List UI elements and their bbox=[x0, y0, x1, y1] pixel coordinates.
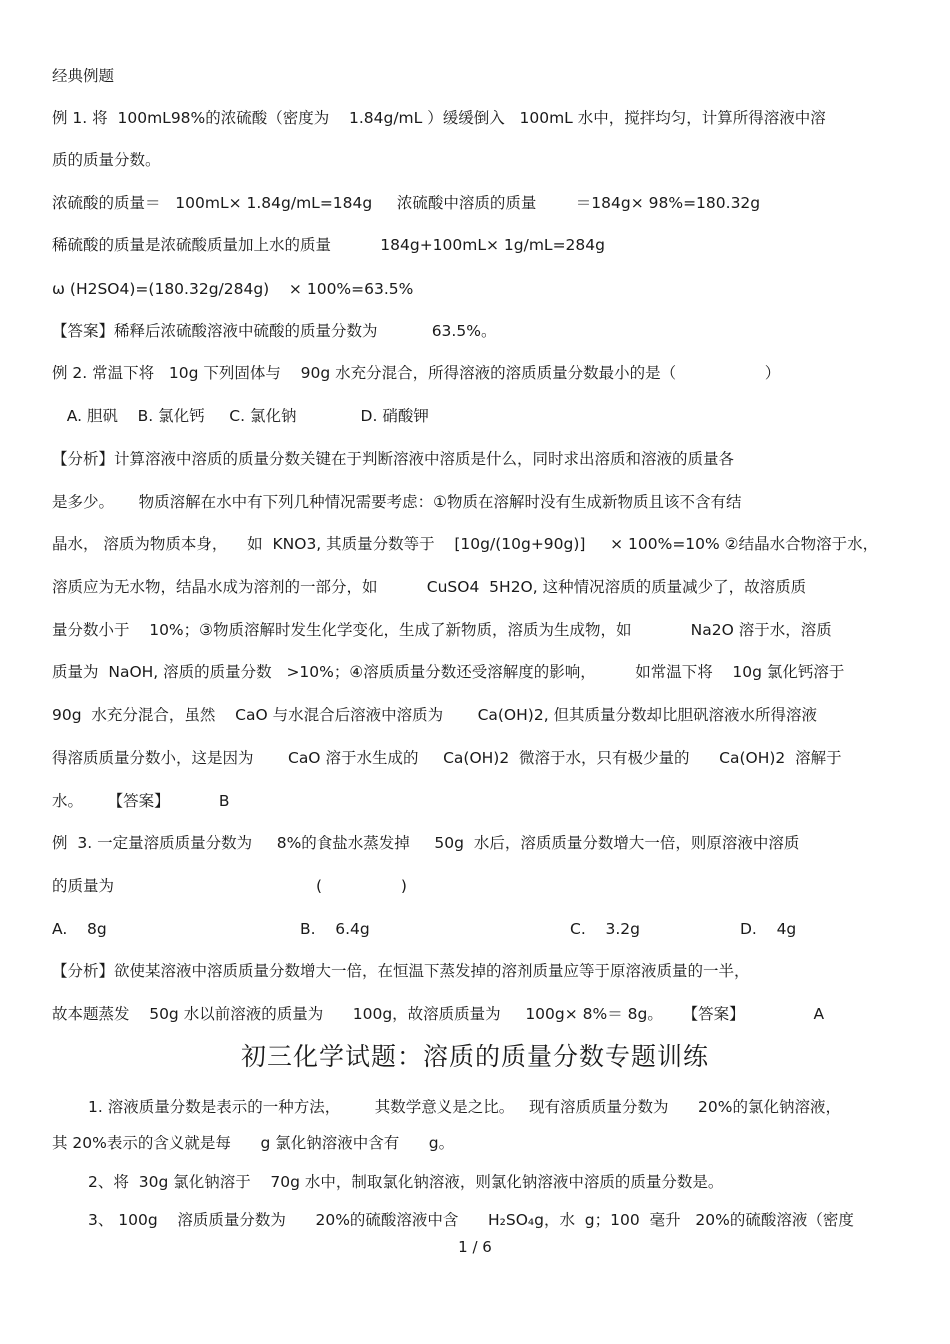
text-line: 例 1. 将 100mL98%的浓硫酸（密度为 1.84g/mL ）缓缓倒入 100mL 水中，搅拌均匀，计算所得溶液中溶 bbox=[52, 109, 826, 127]
text-line: 质量为 NaOH, 溶质的质量分数 >10%；④溶质质量分数还受溶解度的影响， 如常温下将 10g 氯化钙溶于 bbox=[52, 663, 845, 681]
option-a: A. 8g bbox=[52, 920, 107, 938]
text-line: 例 3. 一定量溶质质量分数为 8%的食盐水蒸发掉 50g 水后，溶质质量分数增大一倍，则原溶液中溶质 bbox=[52, 834, 800, 852]
text-line: 浓硫酸的质量＝ 100mL× 1.84g/mL=184g 浓硫酸中溶质的质量 ＝184g× 98%=180.32g bbox=[52, 194, 761, 212]
page-number: 1 / 6 bbox=[458, 1238, 492, 1256]
text-line: 量分数小于 10%；③物质溶解时发生化学变化，生成了新物质，溶质为生成物，如 Na2O 溶于水，溶质 bbox=[52, 621, 832, 639]
answer-line: 水。 【答案】 B bbox=[52, 792, 230, 810]
text-line: ω (H2SO4)=(180.32g/284g) × 100%=63.5% bbox=[52, 280, 414, 298]
option-c: C. 3.2g bbox=[570, 920, 640, 938]
heading: 经典例题 bbox=[52, 67, 115, 85]
analysis-line: 【分析】计算溶液中溶质的质量分数关键在于判断溶液中溶质是什么，同时求出溶质和溶液的质量各 bbox=[52, 450, 735, 468]
question-3: 3、 100g 溶质质量分数为 20%的硫酸溶液中含 H₂SO₄g，水 g；100 毫升 20%的硫酸溶液（密度 bbox=[88, 1211, 854, 1229]
text-line: 溶质应为无水物，结晶水成为溶剂的一部分，如 CuSO4 5H2O, 这种情况溶质的质量减少了，故溶质质 bbox=[52, 578, 807, 596]
text-line: 的质量为 ( ) bbox=[52, 877, 407, 895]
question-1: 1. 溶液质量分数是表示的一种方法， 其数学意义是之比。 现有溶质质量分数为 20%的氯化钠溶液， bbox=[88, 1098, 842, 1116]
answer-line: 故本题蒸发 50g 水以前溶液的质量为 100g，故溶质质量为 100g× 8%＝ 8g。 【答案】 A bbox=[52, 1005, 825, 1023]
text-line: 稀硫酸的质量是浓硫酸质量加上水的质量 184g+100mL× 1g/mL=284g bbox=[52, 236, 605, 254]
section-title: 初三化学试题：溶质的质量分数专题训练 bbox=[240, 1042, 709, 1071]
question-2: 2、将 30g 氯化钠溶于 70g 水中，制取氯化钠溶液，则氯化钠溶液中溶质的质量分数是。 bbox=[88, 1173, 724, 1191]
option-b: B. 6.4g bbox=[300, 920, 370, 938]
text-line: 晶水， 溶质为物质本身， 如 KNO3, 其质量分数等于 [10g/(10g+90g)] × 100%=10% ②结晶水合物溶于水， bbox=[52, 535, 879, 553]
question-1-cont: 其 20%表示的含义就是每 g 氯化钠溶液中含有 g。 bbox=[52, 1134, 455, 1152]
options-line: A. 胆矾 B. 氯化钙 C. 氯化钠 D. 硝酸钾 bbox=[52, 407, 429, 425]
option-d: D. 4g bbox=[740, 920, 797, 938]
text-line: 例 2. 常温下将 10g 下列固体与 90g 水充分混合，所得溶液的溶质质量分数最小的是（ ） bbox=[52, 364, 781, 382]
text-line: 得溶质质量分数小，这是因为 CaO 溶于水生成的 Ca(OH)2 微溶于水，只有极少量的 Ca(OH)2 溶解于 bbox=[52, 749, 842, 767]
text-line: 是多少。 物质溶解在水中有下列几种情况需要考虑：①物质在溶解时没有生成新物质且该不含有结 bbox=[52, 493, 742, 511]
text-line: 90g 水充分混合，虽然 CaO 与水混合后溶液中溶质为 Ca(OH)2, 但其质量分数却比胆矾溶液水所得溶液 bbox=[52, 706, 818, 724]
analysis-line: 【分析】欲使某溶液中溶质质量分数增大一倍，在恒温下蒸发掉的溶剂质量应等于原溶液质量的一半， bbox=[52, 962, 750, 980]
text-line: 质的质量分数。 bbox=[52, 151, 161, 169]
answer-line: 【答案】稀释后浓硫酸溶液中硫酸的质量分数为 63.5%。 bbox=[52, 322, 497, 340]
